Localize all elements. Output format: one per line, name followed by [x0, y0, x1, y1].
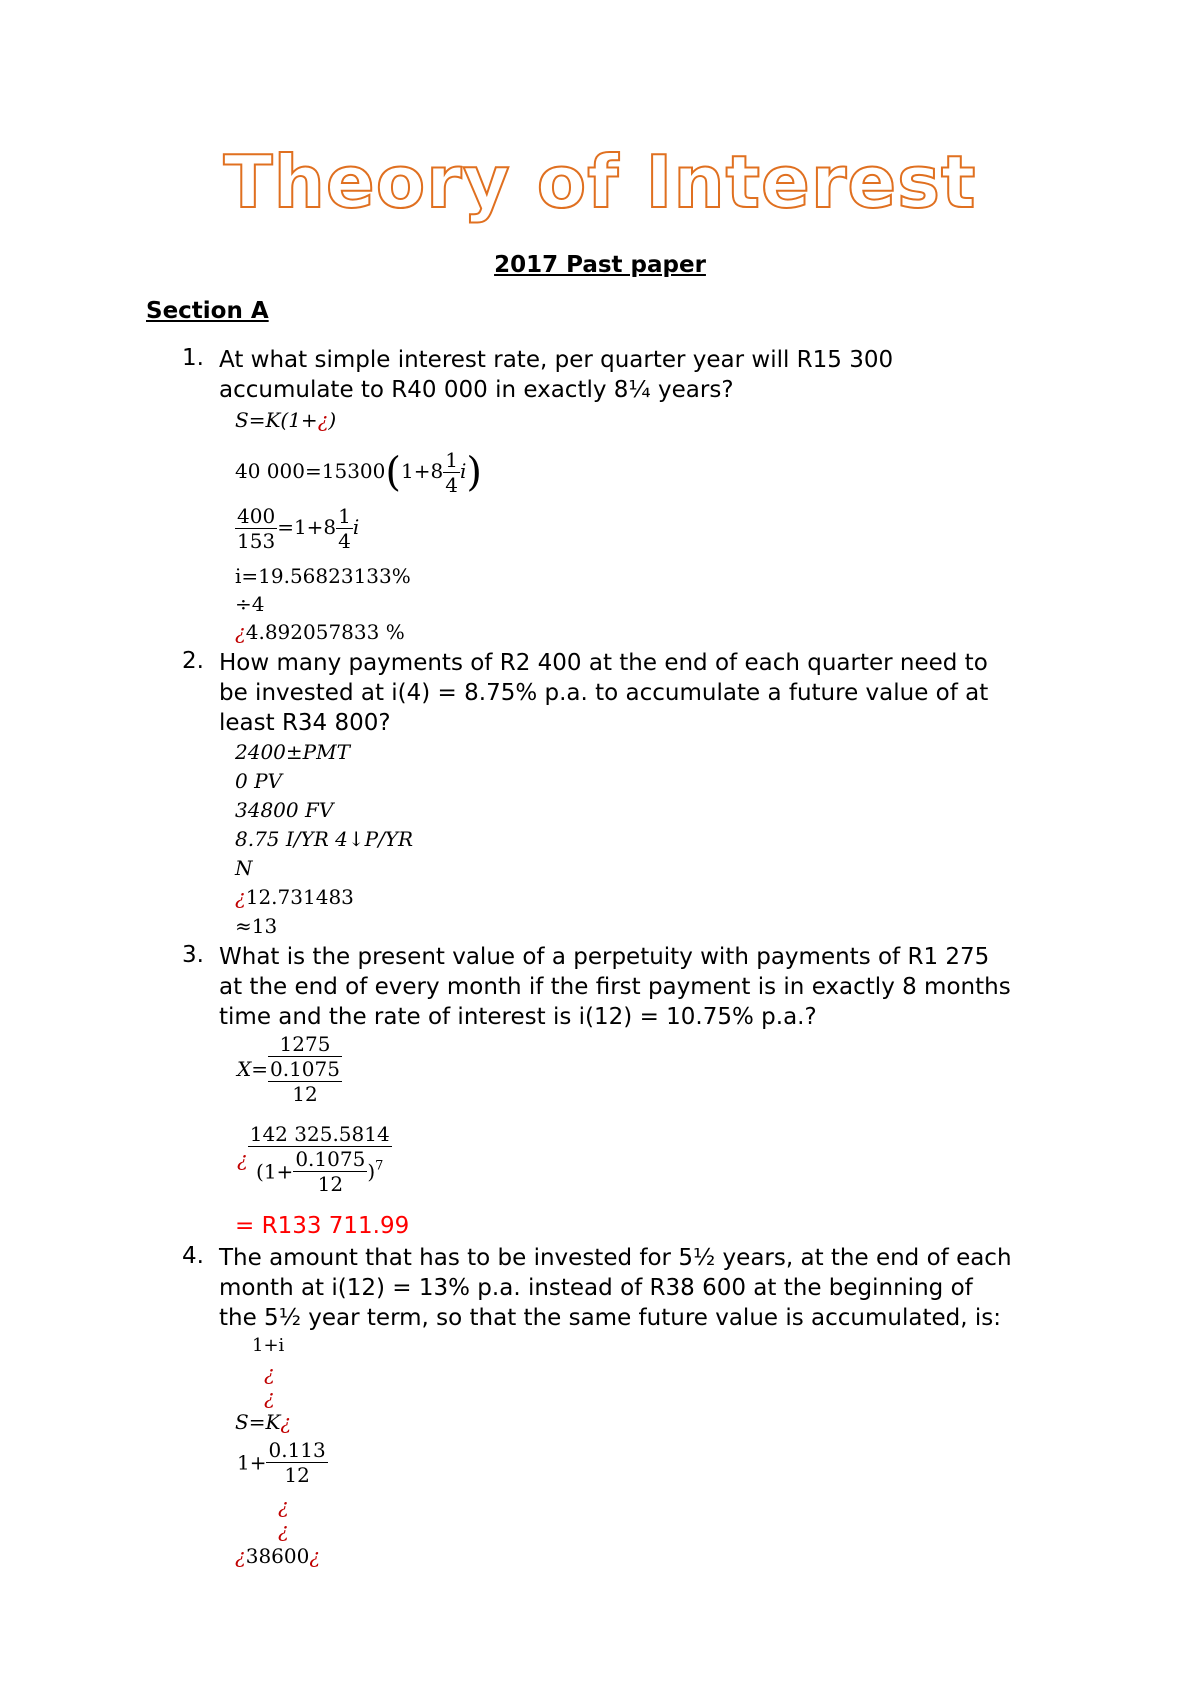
question-number: 4. [182, 1243, 204, 1269]
math-line: ¿ [278, 1518, 289, 1542]
question-number: 3. [182, 942, 204, 968]
math-line: ¿ [264, 1361, 275, 1385]
math-line: ¿38600¿ [235, 1544, 321, 1568]
question-text-line: accumulate to R40 000 in exactly 8¼ years? [219, 377, 734, 403]
question-text-line: How many payments of R2 400 at the end of each quarter need to [219, 650, 988, 676]
math-line: 8.75 I/YR 4↓P/YR [235, 827, 414, 851]
question-text-line: The amount that has to be invested for 5½ years, at the end of each [219, 1245, 1012, 1271]
math-line: S=K¿ [235, 1410, 292, 1434]
math-line: S=K(1+¿) [235, 408, 337, 432]
math-line: 2400±PMT [235, 740, 350, 764]
section-heading: Section A [146, 298, 269, 324]
question-number: 1. [182, 345, 204, 371]
math-line: 34800 FV [235, 798, 334, 822]
math-line: ¿4.892057833 % [235, 620, 405, 644]
math-line: N [235, 856, 253, 880]
math-line: ÷4 [235, 592, 265, 616]
document-title: Theory of Interest [223, 140, 977, 224]
math-line: 40 000=15300(1+8 $\frac{1}{4}$ i) [235, 448, 482, 497]
question-text-line: At what simple interest rate, per quarter year will R15 300 [219, 347, 894, 373]
math-line: 1+ $\frac{0.113}{12}$ [237, 1438, 326, 1487]
question-text-line: month at i(12) = 13% p.a. instead of R38 600 at the beginning of [219, 1275, 973, 1301]
math-line: ¿ 142 325.5814 (1+ $\frac{0.1075}{12}$ )$^7$ [237, 1122, 390, 1196]
question-text-line: be invested at i(4) = 8.75% p.a. to accumulate a future value of at [219, 680, 989, 706]
math-line: 1+i [252, 1335, 285, 1356]
question-text-line: the 5½ year term, so that the same future value is accumulated, is: [219, 1305, 1001, 1331]
final-answer: = R133 711.99 [235, 1213, 410, 1239]
question-text-line: at the end of every month if the first payment is in exactly 8 months [219, 974, 1011, 1000]
math-line: 0 PV [235, 769, 282, 793]
document-subtitle: 2017 Past paper [494, 252, 706, 278]
math-line: ¿12.731483 [235, 885, 354, 909]
math-line: ¿ [278, 1494, 289, 1518]
question-text-line: What is the present value of a perpetuity with payments of R1 275 [219, 944, 990, 970]
question-text-line: time and the rate of interest is i(12) = 10.75% p.a.? [219, 1004, 817, 1030]
question-text-line: least R34 800? [219, 710, 391, 736]
math-line: $\frac{400}{153}$ =1+8 $\frac{1}{4}$ i [237, 504, 360, 553]
math-line: ¿ [264, 1385, 275, 1409]
question-number: 2. [182, 648, 204, 674]
math-line: X= $\frac{1275}{\frac{0.1075}{12}}$ [237, 1032, 340, 1106]
math-line: ≈13 [235, 914, 278, 938]
math-line: i=19.56823133% [235, 564, 411, 588]
